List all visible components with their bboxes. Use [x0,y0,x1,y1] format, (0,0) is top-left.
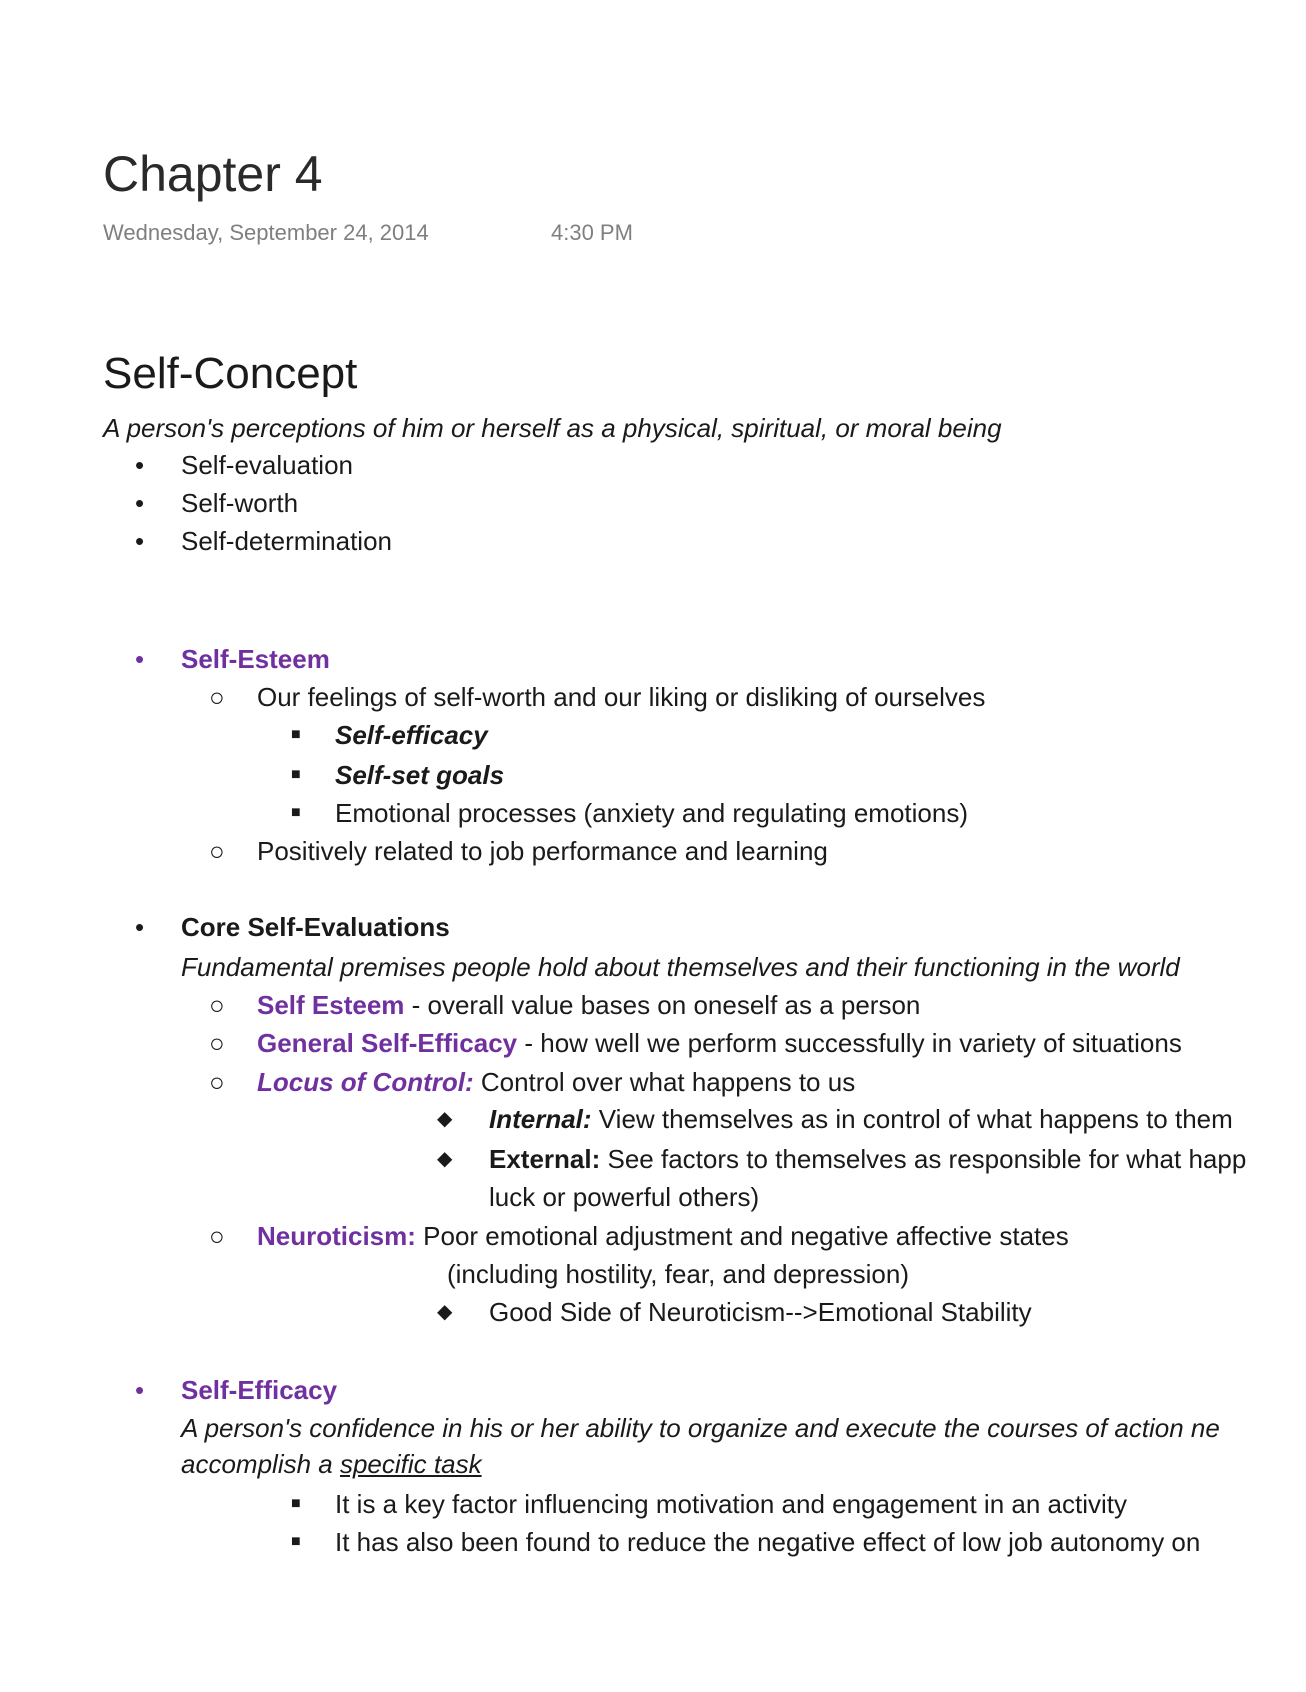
self-efficacy-label: Self-Efficacy [181,1375,338,1405]
specific-task-underlined: specific task [339,1449,482,1479]
bullet-disc-icon: • [135,644,145,674]
term-description: - overall value bases on oneself as a person [404,990,921,1020]
list-item: Our feelings of self-worth and our liking or disliking of ourselves [257,682,986,712]
term-description: View themselves as in control of what happens to them [591,1104,1233,1134]
bullet-square-icon: ■ [291,1533,301,1550]
list-item [257,1064,855,1100]
term-locus-of-control: Locus of Control: [257,1067,474,1097]
self-efficacy-definition-continued [181,1446,482,1482]
list-item [489,1141,1246,1177]
term-external: External: [489,1144,601,1174]
bullet-diamond-icon: ◆ [437,1148,453,1170]
bullet-circle-icon: ○ [209,1028,225,1058]
bullet-disc-icon: • [135,488,145,518]
page-time: 4:30 PM [551,220,633,245]
core-self-evaluations-label: Core Self-Evaluations [181,912,450,942]
self-concept-definition: A person's perceptions of him or herself as a physical, spiritual, or moral being [103,413,1002,443]
list-item-continuation: luck or powerful others) [489,1182,760,1212]
bullet-diamond-icon: ◆ [437,1301,453,1323]
page-title: Chapter 4 [103,146,323,202]
bullet-circle-icon: ○ [209,1067,225,1097]
list-item: It is a key factor influencing motivation and engagement in an activity [335,1489,1127,1519]
term-description: Poor emotional adjustment and negative affective states [415,1221,1069,1251]
bullet-disc-icon: • [135,526,145,556]
bullet-disc-icon: • [135,450,145,480]
list-item: Self-worth [181,488,299,518]
page-date: Wednesday, September 24, 2014 [103,220,429,245]
list-item [257,987,920,1023]
bullet-circle-icon: ○ [209,1221,225,1251]
bullet-square-icon: ■ [291,804,301,821]
bullet-circle-icon: ○ [209,990,225,1020]
bullet-square-icon: ■ [291,726,301,743]
term-description: Control over what happens to us [473,1067,856,1097]
list-item [489,1101,1233,1137]
list-item [257,1218,1069,1254]
list-item: It has also been found to reduce the negative effect of low job autonomy on [335,1527,1201,1557]
bullet-circle-icon: ○ [209,836,225,866]
definition-text: accomplish a [181,1449,340,1479]
core-definition: Fundamental premises people hold about themselves and their functioning in the world [181,952,1180,982]
bullet-square-icon: ■ [291,1495,301,1512]
bullet-diamond-icon: ◆ [437,1108,453,1130]
section-heading-self-concept: Self-Concept [103,349,358,398]
bullet-disc-icon: • [135,1375,145,1405]
self-esteem-label: Self-Esteem [181,644,330,674]
bullet-square-icon: ■ [291,766,301,783]
list-item [257,1025,1182,1061]
list-item: Self-determination [181,526,392,556]
term-description: See factors to themselves as responsible for what happ [600,1144,1247,1174]
list-item: Emotional processes (anxiety and regulating emotions) [335,798,969,828]
list-item: Good Side of Neuroticism-->Emotional Stability [489,1297,1032,1327]
term-general-self-efficacy: General Self-Efficacy [257,1028,518,1058]
list-item: Self-set goals [335,760,505,790]
term-self-esteem: Self Esteem [257,990,405,1020]
list-item-continuation: (including hostility, fear, and depression) [447,1259,909,1289]
self-efficacy-definition: A person's confidence in his or her ability to organize and execute the courses of action ne [181,1413,1220,1443]
term-neuroticism: Neuroticism: [257,1221,416,1251]
list-item: Self-evaluation [181,450,353,480]
bullet-circle-icon: ○ [209,682,225,712]
list-item: Positively related to job performance and learning [257,836,828,866]
term-description: - how well we perform successfully in variety of situations [517,1028,1182,1058]
bullet-disc-icon: • [135,912,145,942]
list-item: Self-efficacy [335,720,488,750]
term-internal: Internal: [489,1104,592,1134]
